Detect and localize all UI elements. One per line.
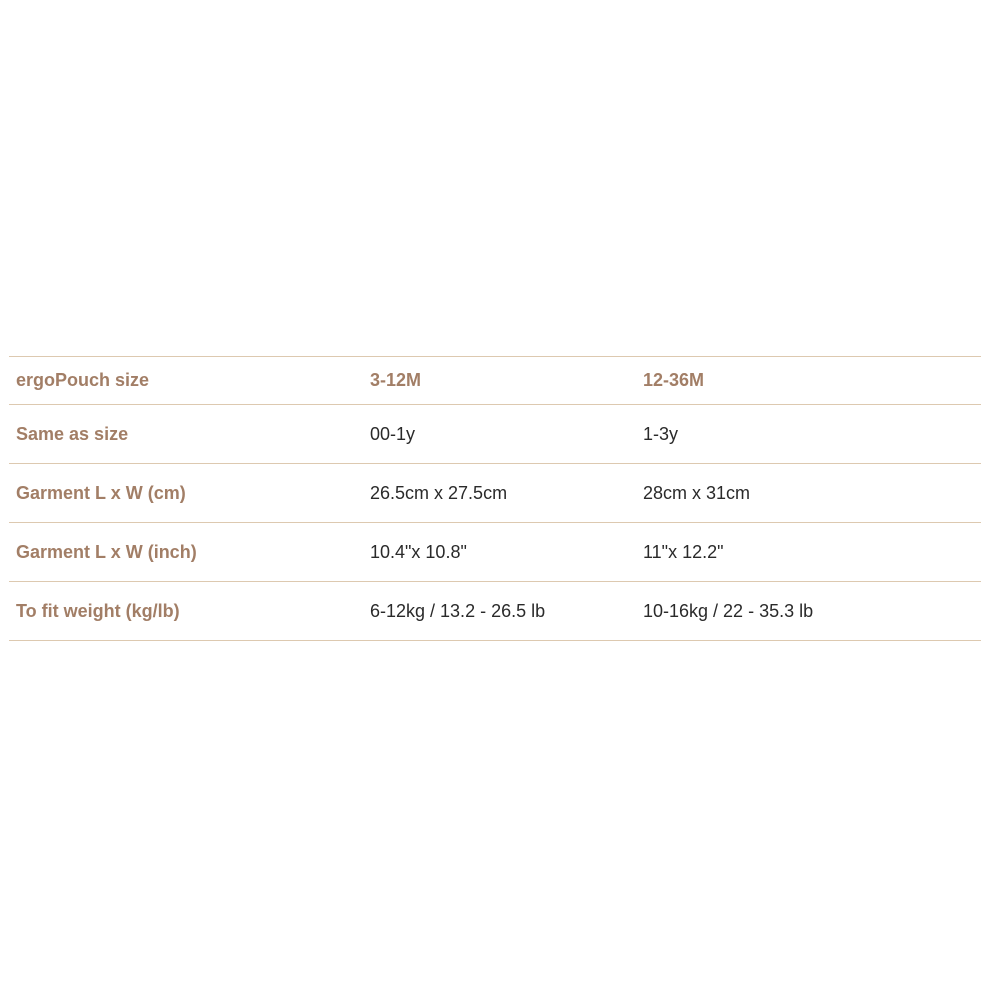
table-cell: 10.4"x 10.8" bbox=[370, 541, 467, 562]
table-cell: 26.5cm x 27.5cm bbox=[370, 482, 508, 503]
row-label-fit-weight: To fit weight (kg/lb) bbox=[16, 600, 180, 621]
row-label-garment-inch: Garment L x W (inch) bbox=[16, 541, 197, 562]
table-header-row bbox=[9, 357, 981, 405]
header-ergopouch-size: ergoPouch size bbox=[16, 370, 150, 390]
table-cell: 6-12kg / 13.2 - 26.5 lb bbox=[370, 600, 546, 621]
table-cell: 00-1y bbox=[370, 423, 416, 444]
header-size-3-12m: 3-12M bbox=[370, 370, 422, 390]
table-cell: 11"x 12.2" bbox=[643, 541, 724, 562]
table-row bbox=[9, 523, 981, 582]
row-label-garment-cm: Garment L x W (cm) bbox=[16, 482, 186, 503]
table-row bbox=[9, 582, 981, 641]
header-size-12-36m: 12-36M bbox=[643, 370, 705, 390]
table-row bbox=[9, 464, 981, 523]
table-cell: 10-16kg / 22 - 35.3 lb bbox=[643, 600, 814, 621]
table-cell: 28cm x 31cm bbox=[643, 482, 751, 503]
row-label-same-as-size: Same as size bbox=[16, 423, 129, 444]
size-chart-table bbox=[9, 356, 981, 641]
table-row bbox=[9, 405, 981, 464]
table-cell: 1-3y bbox=[643, 423, 679, 444]
